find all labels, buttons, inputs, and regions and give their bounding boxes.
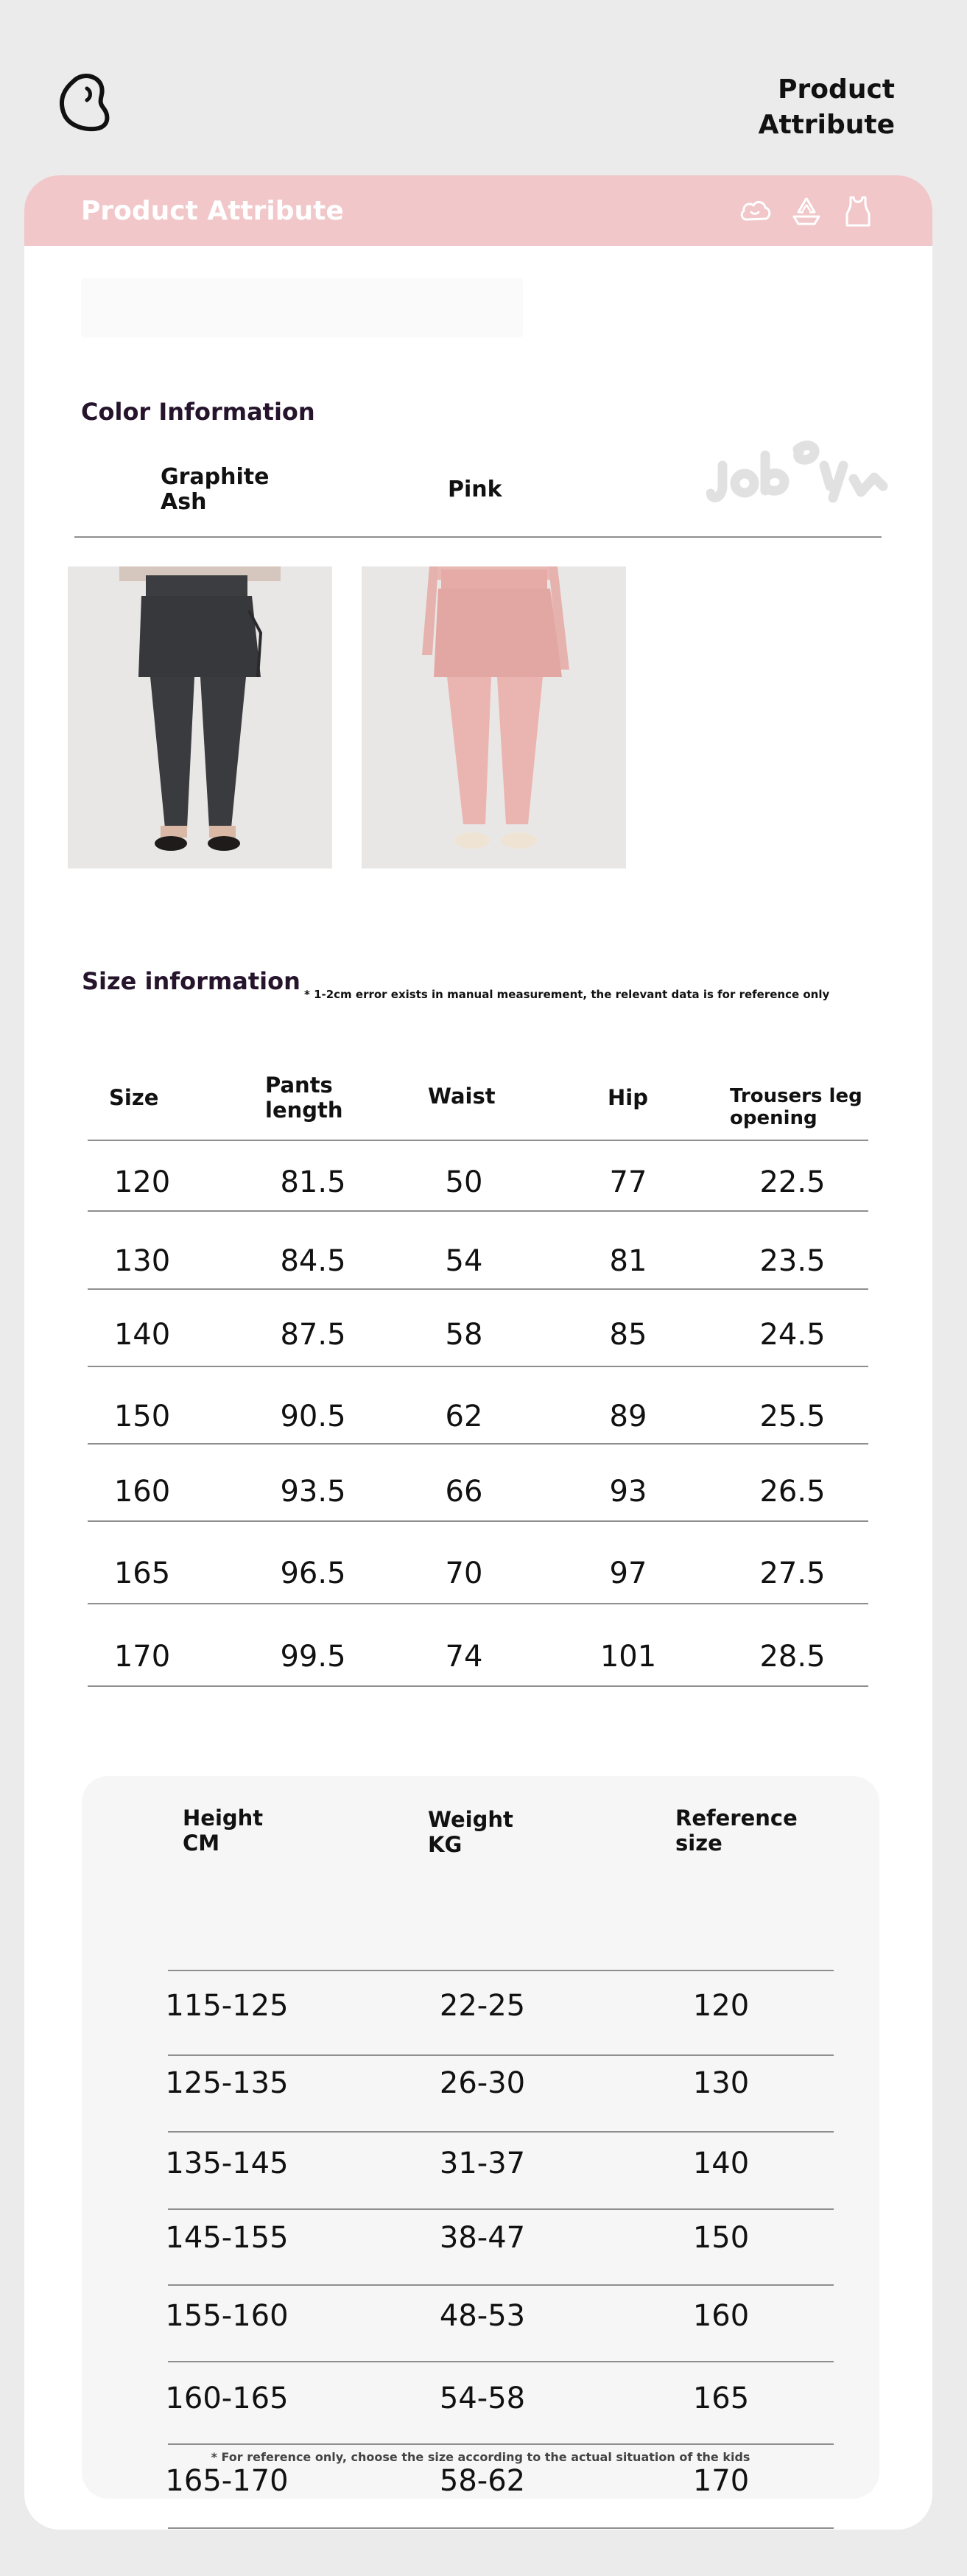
size-table-cell: 28.5 <box>759 1640 826 1674</box>
size-table-cell: 26.5 <box>759 1475 826 1509</box>
size-table-cell: 58 <box>445 1318 483 1352</box>
reference-table-cell: 155-160 <box>165 2299 289 2333</box>
reference-table-cell: 125-135 <box>165 2066 289 2100</box>
reference-size-panel <box>82 1776 879 2499</box>
graphite-ash-photo <box>68 566 332 868</box>
col-header-line1: Waist <box>428 1084 496 1109</box>
size-table-cell: 27.5 <box>759 1557 826 1590</box>
ref-header-weight <box>428 1807 513 1857</box>
size-table-cell: 50 <box>445 1165 483 1199</box>
size-table-divider <box>88 1443 868 1445</box>
size-table-cell: 120 <box>113 1165 171 1199</box>
cloud-icon <box>738 194 772 228</box>
reference-table-cell: 165-170 <box>165 2464 289 2498</box>
size-table-cell: 22.5 <box>759 1165 826 1199</box>
size-table-cell: 54 <box>445 1244 483 1278</box>
col-header-line1: Trousers leg <box>730 1085 862 1107</box>
size-table-cell: 99.5 <box>280 1640 346 1674</box>
jobeyuu-logo-icon <box>706 435 890 516</box>
bean-logo-icon <box>57 71 121 133</box>
size-table-cell: 85 <box>609 1318 647 1352</box>
page-title-line2: Attribute <box>758 110 895 140</box>
reference-table-cell: 58-62 <box>439 2464 526 2498</box>
reference-table-cell: 165 <box>692 2382 750 2415</box>
reference-table-cell: 54-58 <box>439 2382 526 2415</box>
card-band-title: Product Attribute <box>81 196 344 226</box>
ref-header-line2: size <box>675 1831 722 1856</box>
size-table-cell: 89 <box>609 1400 647 1433</box>
size-table-divider <box>88 1603 868 1604</box>
page-title <box>759 72 895 143</box>
size-table-cell: 23.5 <box>759 1244 826 1278</box>
page-title-line1: Product <box>778 74 895 105</box>
size-table-cell: 165 <box>113 1557 171 1590</box>
reference-table-cell: 150 <box>692 2221 750 2255</box>
size-table-cell: 160 <box>113 1475 171 1509</box>
blank-banner <box>81 278 523 337</box>
ref-header-line2: CM <box>183 1831 220 1856</box>
color-name-line1: Graphite <box>161 464 270 490</box>
reference-table-cell: 170 <box>692 2464 750 2498</box>
reference-table-divider <box>168 2208 834 2210</box>
reference-table-cell: 140 <box>692 2147 750 2180</box>
color-name-pink: Pink <box>448 477 502 502</box>
reference-table-divider <box>168 2131 834 2133</box>
size-table-cell: 130 <box>113 1244 171 1278</box>
col-header-hip <box>608 1085 648 1110</box>
color-info-heading: Color Information <box>81 398 315 426</box>
size-table-cell: 140 <box>113 1318 171 1352</box>
product-attribute-card <box>24 175 932 2530</box>
size-table-cell: 74 <box>445 1640 483 1674</box>
size-table-cell: 93.5 <box>280 1475 346 1509</box>
reference-table-cell: 22-25 <box>439 1989 526 2023</box>
ref-header-reference-size <box>675 1805 798 1856</box>
size-table-cell: 170 <box>113 1640 171 1674</box>
color-name-line2: Ash <box>161 489 207 515</box>
size-table-cell: 70 <box>445 1557 483 1590</box>
tank-top-icon <box>841 194 875 228</box>
reference-table-cell: 26-30 <box>439 2066 526 2100</box>
attribute-icons <box>738 194 875 228</box>
reference-table-divider <box>168 2443 834 2445</box>
reference-table-divider <box>168 2054 834 2056</box>
pink-photo <box>362 566 626 868</box>
col-header-size <box>109 1085 158 1110</box>
reference-table-cell: 145-155 <box>165 2221 289 2255</box>
col-header-waist <box>428 1084 496 1109</box>
size-table-cell: 24.5 <box>759 1318 826 1352</box>
col-header-line1: Size <box>109 1085 159 1110</box>
ref-header-line1: Weight <box>428 1807 513 1832</box>
size-table-cell: 96.5 <box>280 1557 346 1590</box>
color-name-graphite-ash <box>161 465 269 515</box>
ref-header-line2: KG <box>428 1832 463 1857</box>
reference-table-cell: 130 <box>692 2066 750 2100</box>
reference-table-cell: 120 <box>692 1989 750 2023</box>
reference-table-divider <box>168 2361 834 2362</box>
size-table-cell: 84.5 <box>280 1244 346 1278</box>
ref-header-line1: Reference <box>675 1805 798 1831</box>
col-header-line1: Pants <box>265 1073 333 1098</box>
size-table-divider <box>88 1210 868 1212</box>
reference-table-cell: 31-37 <box>439 2147 526 2180</box>
reference-table-cell: 38-47 <box>439 2221 526 2255</box>
col-header-line2: opening <box>730 1107 817 1129</box>
color-info-divider <box>74 536 882 538</box>
reference-table-divider <box>168 2527 834 2529</box>
reference-table-cell: 160-165 <box>165 2382 289 2415</box>
size-table-cell: 81.5 <box>280 1165 346 1199</box>
size-table-divider <box>88 1520 868 1522</box>
size-table-cell: 101 <box>599 1640 657 1674</box>
size-info-heading: Size information <box>82 967 300 995</box>
recycle-icon <box>790 194 823 228</box>
ref-header-line1: Height <box>183 1805 264 1831</box>
reference-table-cell: 160 <box>692 2299 750 2333</box>
col-header-pants-length <box>265 1073 343 1123</box>
size-table-divider <box>88 1140 868 1141</box>
reference-table-cell: 115-125 <box>165 1989 289 2023</box>
size-table-divider <box>88 1685 868 1687</box>
reference-note: * For reference only, choose the size according to the actual situation of the kids <box>211 2450 750 2464</box>
size-table-cell: 97 <box>609 1557 647 1590</box>
size-table-cell: 93 <box>609 1475 647 1509</box>
size-table-cell: 150 <box>113 1400 171 1433</box>
size-table-cell: 87.5 <box>280 1318 346 1352</box>
ref-header-height <box>183 1805 263 1856</box>
reference-table-cell: 48-53 <box>439 2299 526 2333</box>
col-header-line1: Hip <box>608 1085 648 1110</box>
size-table-cell: 77 <box>609 1165 647 1199</box>
reference-table-cell: 135-145 <box>165 2147 289 2180</box>
reference-table-divider <box>168 2284 834 2286</box>
size-table-cell: 62 <box>445 1400 483 1433</box>
measurement-note: * 1-2cm error exists in manual measurement, the relevant data is for reference only <box>304 988 830 1001</box>
col-header-line2: length <box>265 1098 343 1123</box>
size-table-divider <box>88 1366 868 1367</box>
reference-table-divider <box>168 1970 834 1971</box>
size-table-cell: 66 <box>445 1475 483 1509</box>
size-table-cell: 81 <box>609 1244 647 1278</box>
size-table-cell: 25.5 <box>759 1400 826 1433</box>
size-table-cell: 90.5 <box>280 1400 346 1433</box>
size-table-divider <box>88 1288 868 1290</box>
card-header-band <box>24 175 932 246</box>
col-header-trousers-leg-opening <box>730 1085 862 1129</box>
